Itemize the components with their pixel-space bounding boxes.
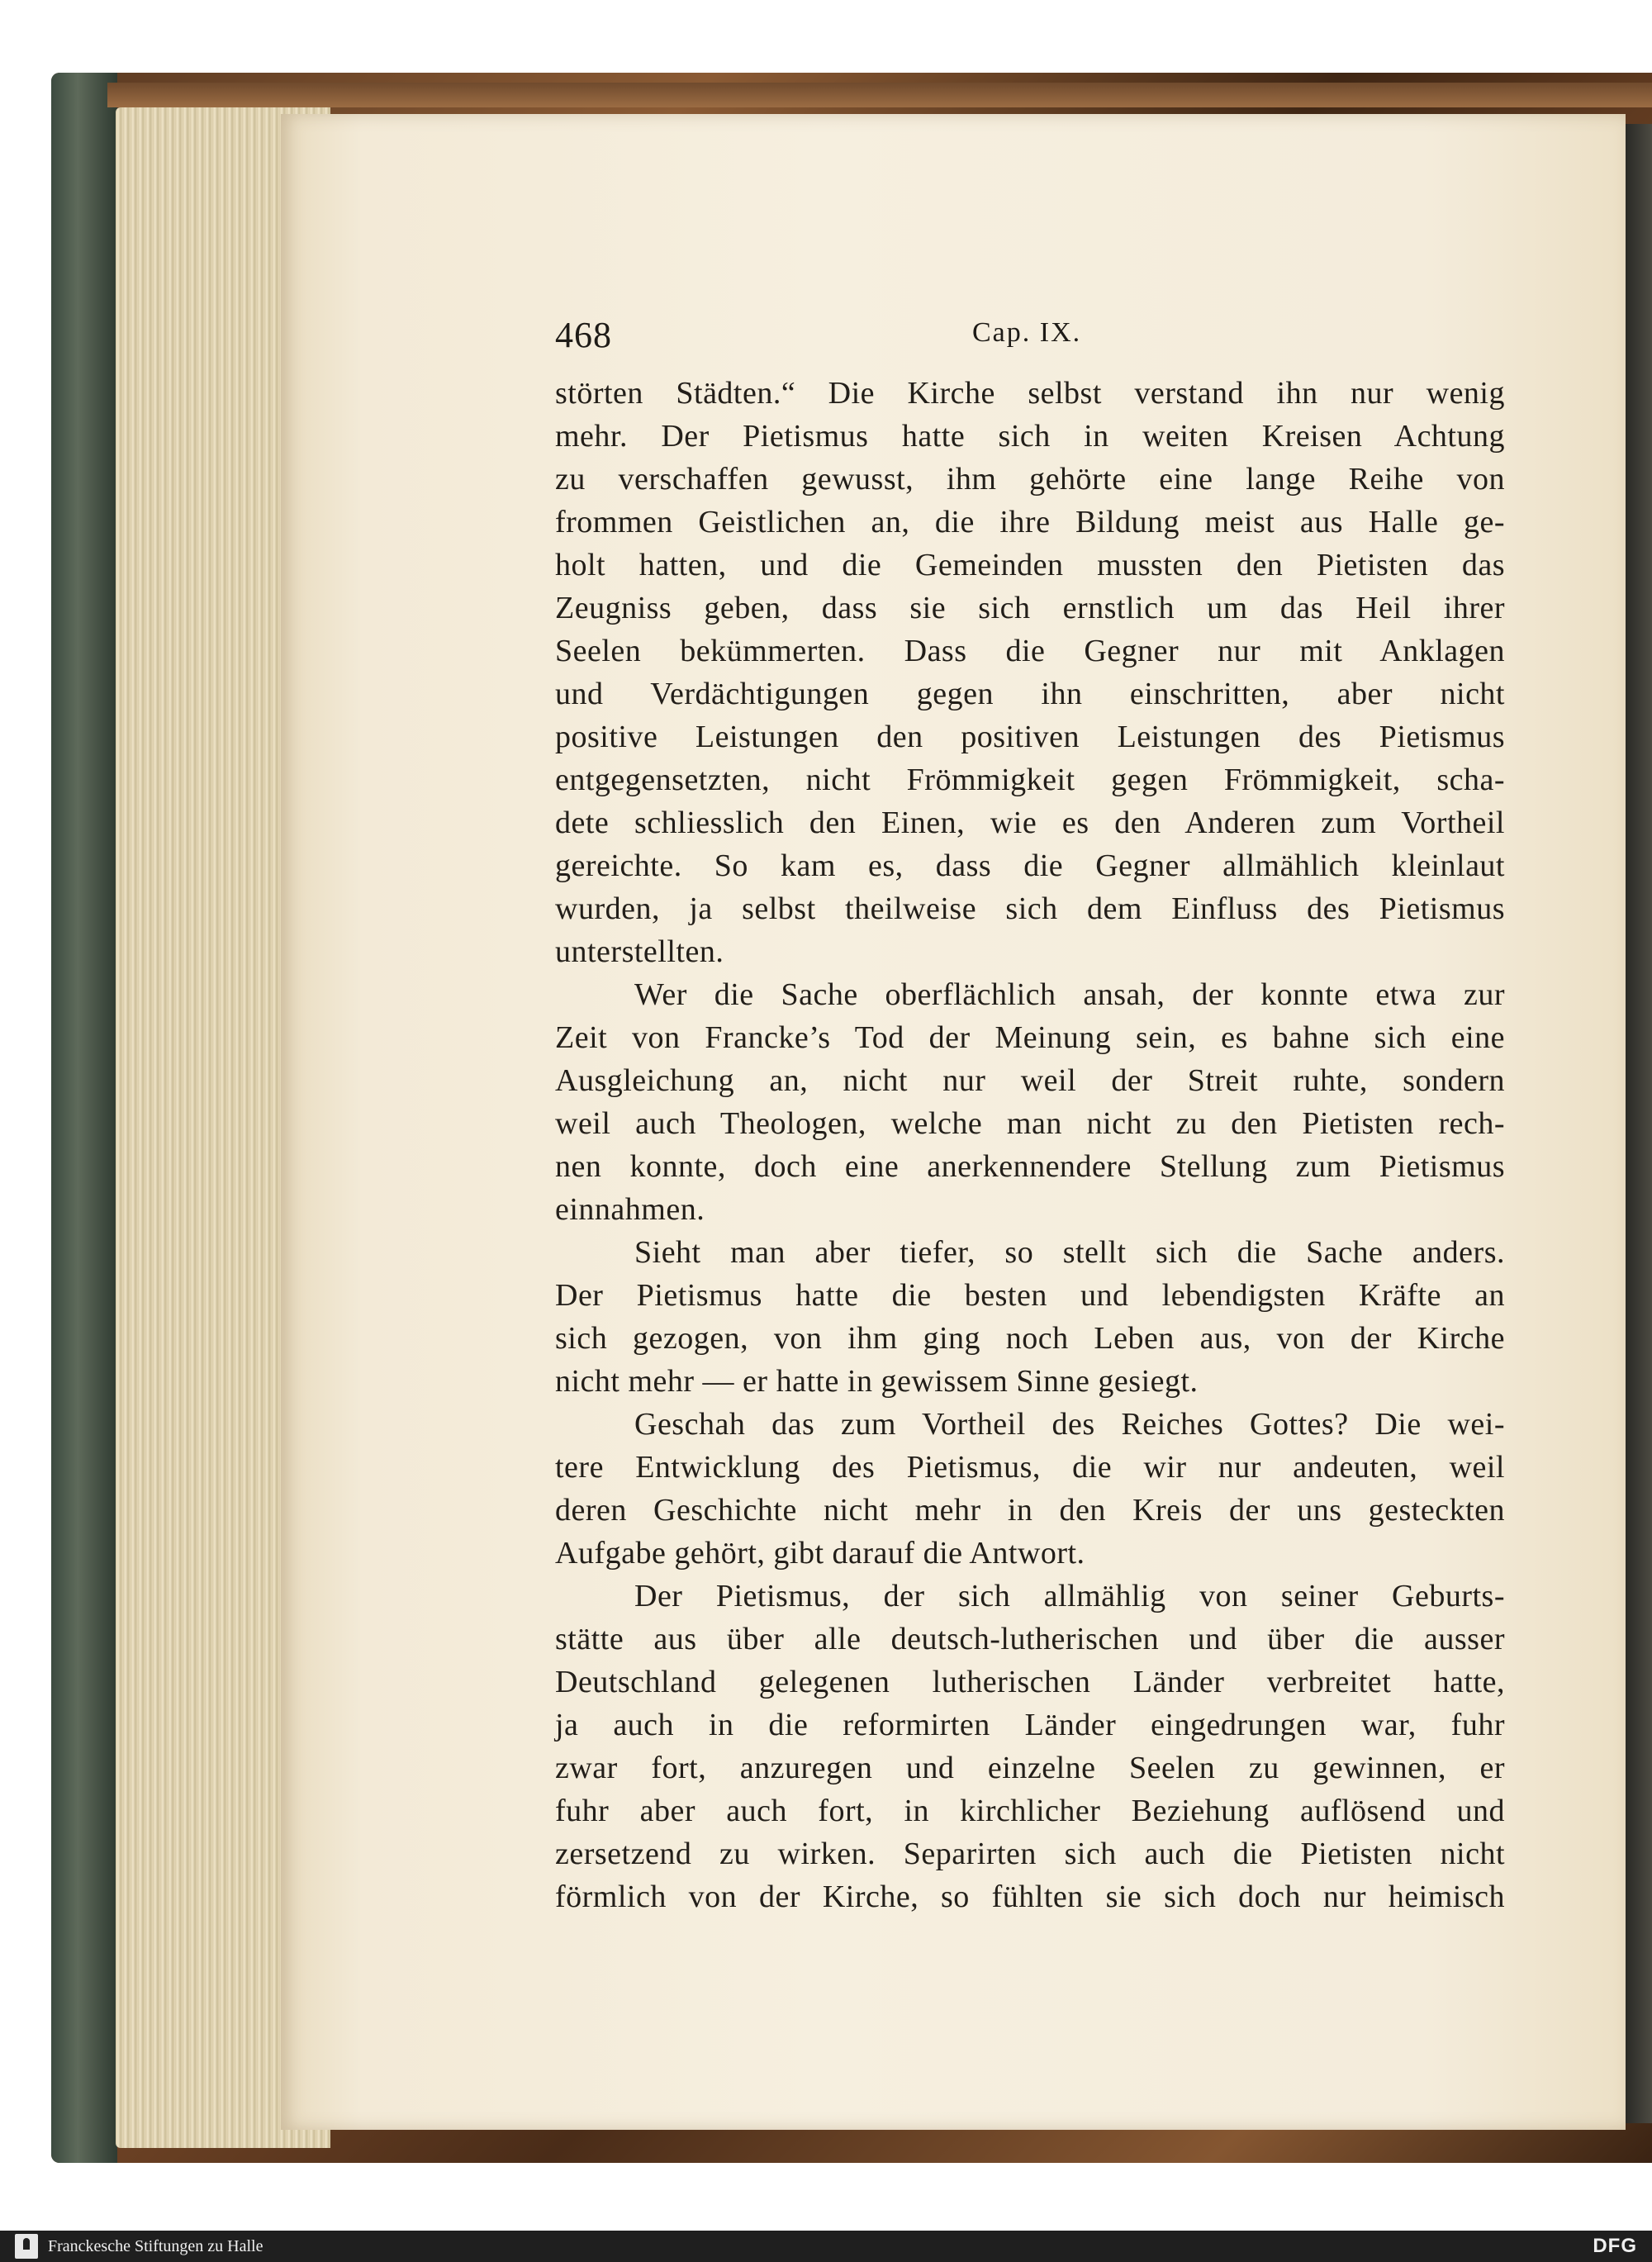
text-line: frommen Geistlichen an, die ihre Bildung meist aus Halle ge- bbox=[555, 505, 1505, 539]
text-line: zersetzend zu wirken. Separirten sich auch die Pietisten nicht bbox=[555, 1837, 1505, 1871]
text-line: fuhr aber auch fort, in kirchlicher Beziehung auflösend und bbox=[555, 1794, 1505, 1828]
scanner-edge bbox=[1626, 124, 1652, 2123]
text-line: und Verdächtigungen gegen ihn einschritten, aber nicht bbox=[555, 677, 1505, 711]
text-line: zwar fort, anzuregen und einzelne Seelen zu gewinnen, er bbox=[555, 1751, 1505, 1785]
text-line: Wer die Sache oberflächlich ansah, der konnte etwa zur bbox=[634, 977, 1505, 1012]
page-header bbox=[555, 314, 1505, 364]
text-line: störten Städten.“ Die Kirche selbst verstand ihn nur wenig bbox=[555, 376, 1505, 411]
text-line: dete schliesslich den Einen, wie es den Anderen zum Vortheil bbox=[555, 805, 1505, 840]
text-line: deren Geschichte nicht mehr in den Kreis der uns gesteckten bbox=[555, 1493, 1505, 1528]
text-line: entgegensetzten, nicht Frömmigkeit gegen Frömmigkeit, scha- bbox=[555, 763, 1505, 797]
text-line: Zeit von Francke’s Tod der Meinung sein, es bahne sich eine bbox=[555, 1020, 1505, 1055]
text-line: gereichte. So kam es, dass die Gegner allmählich kleinlaut bbox=[555, 848, 1505, 883]
text-line: nen konnte, doch eine anerkennendere Stellung zum Pietismus bbox=[555, 1149, 1505, 1184]
text-line: stätte aus über alle deutsch-lutherischen und über die ausser bbox=[555, 1622, 1505, 1656]
dfg-mark: DFG bbox=[1593, 2235, 1637, 2257]
text-line: Der Pietismus hatte die besten und lebendigsten Kräfte an bbox=[555, 1278, 1505, 1313]
text-line: wurden, ja selbst theilweise sich dem Einfluss des Pietismus bbox=[555, 891, 1505, 926]
text-line: Deutschland gelegenen lutherischen Länder verbreitet hatte, bbox=[555, 1665, 1505, 1699]
text-line: tere Entwicklung des Pietismus, die wir nur andeuten, weil bbox=[555, 1450, 1505, 1485]
paragraph bbox=[555, 1231, 1505, 1403]
text-line: holt hatten, und die Gemeinden mussten den Pietisten das bbox=[555, 548, 1505, 582]
text-line: zu verschaffen gewusst, ihm gehörte eine lange Reihe von bbox=[555, 462, 1505, 497]
book-cover-edge bbox=[51, 73, 117, 2163]
paragraph bbox=[555, 1403, 1505, 1575]
text-line: Zeugniss geben, dass sie sich ernstlich um das Heil ihrer bbox=[555, 591, 1505, 625]
paragraph bbox=[555, 372, 1505, 973]
text-line: ja auch in die reformirten Länder eingedrungen war, fuhr bbox=[555, 1708, 1505, 1742]
paragraph bbox=[555, 973, 1505, 1231]
institution-logo-icon bbox=[15, 2234, 38, 2259]
paragraph bbox=[555, 1575, 1505, 1918]
text-line: Sieht man aber tiefer, so stellt sich die Sache anders. bbox=[634, 1235, 1505, 1270]
body-text bbox=[555, 372, 1505, 1918]
text-line: Aufgabe gehört, gibt darauf die Antwort. bbox=[555, 1536, 1085, 1571]
text-line: Geschah das zum Vortheil des Reiches Gottes? Die wei- bbox=[634, 1407, 1505, 1442]
text-line: sich gezogen, von ihm ging noch Leben aus, von der Kirche bbox=[555, 1321, 1505, 1356]
text-line: förmlich von der Kirche, so fühlten sie sich doch nur heimisch bbox=[555, 1879, 1505, 1914]
text-line: mehr. Der Pietismus hatte sich in weiten Kreisen Achtung bbox=[555, 419, 1505, 454]
text-line: Seelen bekümmerten. Dass die Gegner nur mit Anklagen bbox=[555, 634, 1505, 668]
book-cover-top bbox=[107, 83, 1652, 107]
text-line: nicht mehr — er hatte in gewissem Sinne gesiegt. bbox=[555, 1364, 1199, 1399]
institution-name: Franckesche Stiftungen zu Halle bbox=[48, 2237, 263, 2255]
text-line: unterstellten. bbox=[555, 934, 724, 969]
text-line: positive Leistungen den positiven Leistungen des Pietismus bbox=[555, 720, 1505, 754]
text-line: Ausgleichung an, nicht nur weil der Streit ruhte, sondern bbox=[555, 1063, 1505, 1098]
page-number: 468 bbox=[555, 315, 612, 355]
running-head: Cap. IX. bbox=[972, 317, 1082, 348]
text-line: einnahmen. bbox=[555, 1192, 705, 1227]
viewer-footer bbox=[0, 2231, 1652, 2262]
text-line: Der Pietismus, der sich allmählig von seiner Geburts- bbox=[634, 1579, 1505, 1613]
text-line: weil auch Theologen, welche man nicht zu den Pietisten rech- bbox=[555, 1106, 1505, 1141]
